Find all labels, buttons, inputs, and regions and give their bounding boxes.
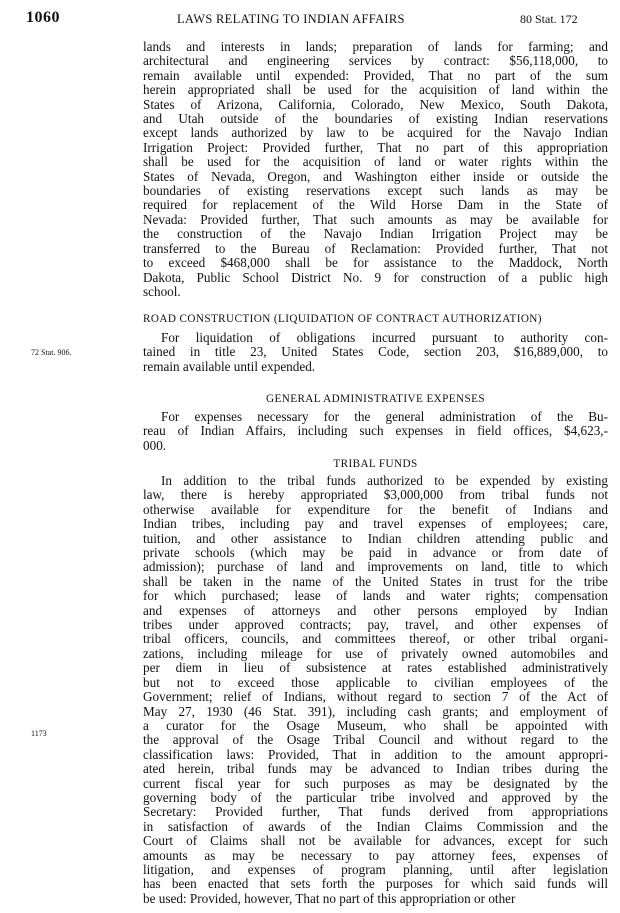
margin-note-statute: 72 Stat. 906.: [31, 348, 72, 357]
text-line: for which purchased; lease of lands and water rights; compensation: [143, 588, 608, 604]
text-line: transferred to the Bureau of Reclamation: Provided further, That not: [143, 240, 608, 256]
text-line: States of Arizona, California, Colorado, New Mexico, South Dakota,: [143, 96, 608, 112]
text-line: governing body of the particular tribe involved and approved by the: [143, 789, 608, 805]
section-road-construction: [143, 331, 608, 374]
text-line: remain available until expended: Provided, That no part of the sum: [143, 67, 608, 83]
text-line: ated herein, tribal funds may be advanced to Indian tribes during the: [143, 761, 608, 777]
text-line: litigation, and expenses of program planning, until after legislation: [143, 861, 608, 877]
text-line: school.: [143, 283, 181, 299]
text-line: but not to exceed those applicable to civilian employees of the: [143, 674, 608, 690]
text-line: the construction of the Navajo Indian Irrigation Project may be: [143, 226, 608, 242]
text-line: Secretary: Provided further, That funds derived from appropriations: [143, 804, 608, 820]
text-line: has been enacted that sets forth the purposes for which said funds will: [143, 876, 608, 892]
heading-road-construction: ROAD CONSTRUCTION (LIQUIDATION OF CONTRACT AUTHORIZATION): [143, 313, 542, 325]
text-line: May 27, 1930 (46 Stat. 391), including cash grants; and employment of: [143, 703, 608, 719]
text-line: law, there is hereby appropriated $3,000,000 from tribal funds not: [143, 487, 608, 503]
text-line: zations, including mileage for use of privately owned automobiles and: [143, 645, 608, 661]
continuation-paragraph: [143, 40, 608, 299]
text-line: Dakota, Public School District No. 9 for construction of a public high: [143, 269, 608, 285]
margin-note-page: 1173: [31, 729, 47, 738]
text-line: private schools (which may be paid in advance or from date of: [143, 545, 608, 561]
text-line: classification laws: Provided, That in addition to the amount appropri-: [143, 746, 608, 762]
tribal-funds-paragraph: [143, 474, 608, 906]
text-line: shall be taken in the name of the United States in trust for the tribe: [143, 573, 608, 589]
text-line: herein appropriated shall be used for the acquisition of land within the: [143, 82, 608, 98]
heading-tribal-funds: TRIBAL FUNDS: [333, 458, 418, 470]
text-line: tribes under approved contracts; pay, travel, and other expenses of: [143, 617, 608, 633]
text-line: 000.: [143, 437, 167, 453]
text-line: amounts as may be necessary to pay attorney fees, expenses of: [143, 847, 608, 863]
text-line: otherwise available for expenditure for the benefit of Indians and: [143, 501, 608, 517]
text-line: remain available until expended.: [143, 358, 316, 374]
text-line: be used: Provided, however, That no part of this appropriation or other: [143, 890, 516, 906]
text-line: architectural and engineering services by contract: $56,118,000, to: [143, 53, 608, 69]
text-line: In addition to the tribal funds authorized to be expended by existing: [161, 473, 608, 488]
section-general-administrative: [143, 410, 608, 453]
road-construction-paragraph: [143, 331, 608, 374]
text-line: Indian tribes, including pay and travel expenses of employees; care,: [143, 516, 608, 532]
text-line: per diem in lieu of subsistence at rates established administratively: [143, 660, 608, 676]
general-administrative-paragraph: [143, 410, 608, 453]
text-line: to exceed $468,000 shall be for assistance to the Maddock, North: [143, 255, 608, 271]
page-number: 1060: [26, 9, 60, 26]
heading-general-administrative: GENERAL ADMINISTRATIVE EXPENSES: [266, 393, 485, 405]
text-line: and Utah outside of the boundaries of existing Indian reservations: [143, 111, 608, 127]
text-line: boundaries of existing reservations except such lands as may be: [143, 183, 608, 199]
text-line: required for replacement of the Wild Horse Dam in the State of: [143, 197, 608, 213]
section-tribal-funds: [143, 474, 608, 906]
text-line: the approval of the Osage Tribal Council and without regard to the: [143, 732, 608, 748]
text-line: admission); purchase of land and improvements on land, title to which: [143, 559, 608, 575]
text-line: Government; relief of Indians, without regard to section 7 of the Act of: [143, 689, 608, 705]
text-line: a curator for the Osage Museum, who shall be appointed with: [143, 717, 608, 733]
running-title: LAWS RELATING TO INDIAN AFFAIRS: [177, 12, 405, 26]
text-line: except lands authorized by law to be acquired for the Navajo Indian: [143, 125, 608, 141]
text-line: Irrigation Project: Provided further, That no part of this appropriation: [143, 139, 608, 155]
text-line: current fiscal year for such purposes as may be designated by the: [143, 775, 608, 791]
text-line: tribal officers, councils, and committees thereof, or other tribal organi-: [143, 631, 608, 647]
text-line: tained in title 23, United States Code, section 203, $16,889,000, to: [143, 344, 608, 360]
section-continuation: [143, 40, 608, 299]
text-line: shall be used for the acquisition of land or water rights within the: [143, 154, 608, 170]
text-line: reau of Indian Affairs, including such expenses in field offices, $4,623,-: [143, 423, 608, 439]
text-line: and expenses of attorneys and other persons employed by Indian: [143, 602, 608, 618]
text-line: States of Nevada, Oregon, and Washington either inside or outside the: [143, 168, 608, 184]
text-line: tuition, and other assistance to Indian children attending public and: [143, 530, 608, 546]
text-line: For liquidation of obligations incurred pursuant to authority con-: [161, 330, 608, 345]
statute-reference: 80 Stat. 172: [520, 12, 578, 26]
text-line: For expenses necessary for the general administration of the Bu-: [161, 409, 608, 424]
text-line: lands and interests in lands; preparation of lands for farming; and: [143, 39, 608, 54]
text-line: in satisfaction of awards of the Indian Claims Commission and the: [143, 818, 608, 834]
text-line: Nevada: Provided further, That such amounts as may be available for: [143, 211, 608, 227]
text-line: Court of Claims shall not be available for advances, except for such: [143, 833, 608, 849]
